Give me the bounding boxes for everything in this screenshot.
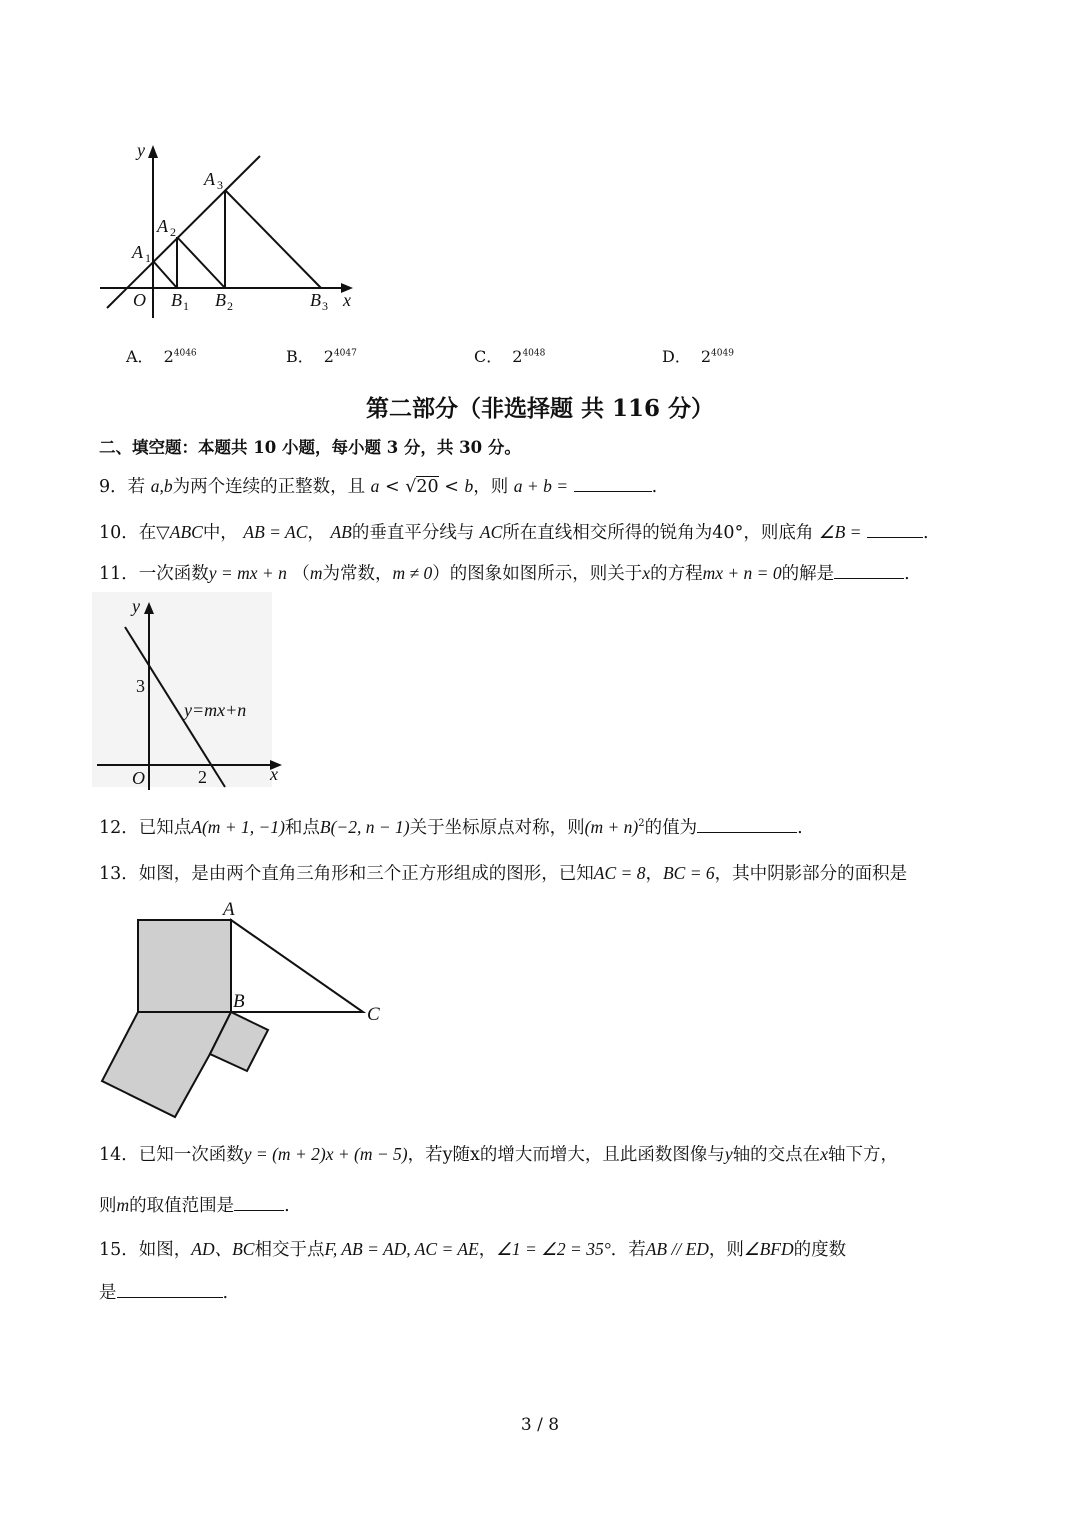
- answer-blank-9[interactable]: [574, 490, 652, 492]
- section-title: 第二部分（非选择题 共 116 分）: [365, 395, 715, 422]
- option-c[interactable]: C． $2^{4048}$: [474, 347, 546, 366]
- question-15: 15．如图，AD、BC相交于点F, AB = AD, AC = AE，∠1 = ∠2 = 35°．若AB // ED，则∠BFD的度数: [99, 1239, 847, 1260]
- figure-linear-function: [92, 592, 292, 792]
- fig1-sub-2: 2: [170, 225, 176, 239]
- question-9: 9．若 a,b为两个连续的正整数，且 a < √20 < b，则 a + b = .: [99, 476, 658, 497]
- fig1-label-b1: B: [171, 290, 182, 310]
- question-12: 12．已知点A(m + 1, −1)和点B(−2, n − 1)关于坐标原点对称，则$(m + n)^2$的值为 .: [99, 816, 803, 838]
- fig1-sub-3: 3: [217, 178, 223, 192]
- figure-squares-triangles: [95, 895, 395, 1125]
- figure-triangles-staircase: [95, 140, 365, 325]
- option-d[interactable]: D． $2^{4049}$: [662, 347, 734, 366]
- fig11-label-2: 2: [198, 767, 207, 787]
- option-a[interactable]: A． $2^{4046}$: [126, 347, 197, 366]
- fig1-sub-b3: 3: [322, 299, 328, 313]
- answer-blank-12[interactable]: [697, 831, 797, 833]
- answer-blank-11[interactable]: [834, 577, 904, 579]
- fig11-label-x: x: [270, 764, 278, 784]
- fig1-sub-b2: 2: [227, 299, 233, 313]
- fig1-label-x: x: [343, 290, 351, 310]
- answer-blank-15[interactable]: [117, 1296, 223, 1298]
- question-14-line-2: 则m的取值范围是 .: [99, 1195, 290, 1216]
- fig1-sub-1: 1: [145, 251, 151, 265]
- question-15-line-2: 是 .: [99, 1283, 229, 1303]
- shaded-square-large: [102, 1012, 231, 1117]
- page-number: 3 / 8: [520, 1415, 560, 1435]
- fig1-label-a2: A: [157, 216, 168, 236]
- fig13-label-c: C: [367, 1004, 380, 1025]
- option-b[interactable]: B． $2^{4047}$: [286, 347, 357, 366]
- question-14: 14．已知一次函数y = (m + 2)x + (m − 5)，若y随x的增大而增大，且此函数图像与y轴的交点在x轴下方，: [99, 1144, 898, 1165]
- fig1-label-b3: B: [310, 290, 321, 310]
- fig11-label-o: O: [132, 768, 145, 788]
- fig1-sub-b1: 1: [183, 299, 189, 313]
- fig11-label-fn: y=mx+n: [184, 700, 247, 720]
- section-intro: 二、填空题：本题共 10 小题，每小题 3 分，共 30 分。: [99, 438, 521, 457]
- fig11-label-3: 3: [136, 676, 145, 696]
- fig1-label-o: O: [133, 290, 146, 310]
- fig13-label-a: A: [223, 899, 235, 920]
- shaded-square-top: [138, 920, 231, 1012]
- fig1-label-a3: A: [204, 169, 215, 189]
- diagonal-line: [107, 156, 260, 308]
- question-13: 13．如图，是由两个直角三角形和三个正方形组成的图形，已知AC = 8，BC = 6，其中阴影部分的面积是: [99, 863, 908, 884]
- fig1-label-b2: B: [215, 290, 226, 310]
- answer-blank-10[interactable]: [867, 536, 923, 538]
- question-11: 11．一次函数y = mx + n （m为常数，m ≠ 0）的图象如图所示，则关于x的方程mx + n = 0的解是 .: [99, 563, 910, 584]
- fig1-label-y: y: [137, 140, 145, 160]
- answer-blank-14[interactable]: [234, 1209, 284, 1211]
- fig1-label-a1: A: [132, 242, 143, 262]
- right-triangle-abc: [231, 920, 363, 1012]
- fig11-label-y: y: [132, 596, 140, 616]
- fig13-label-b: B: [233, 991, 245, 1012]
- question-10: 10．在▽ABC中， AB = AC， AB的垂直平分线与 AC所在直线相交所得的锐角为40°，则底角 ∠B = .: [99, 522, 929, 543]
